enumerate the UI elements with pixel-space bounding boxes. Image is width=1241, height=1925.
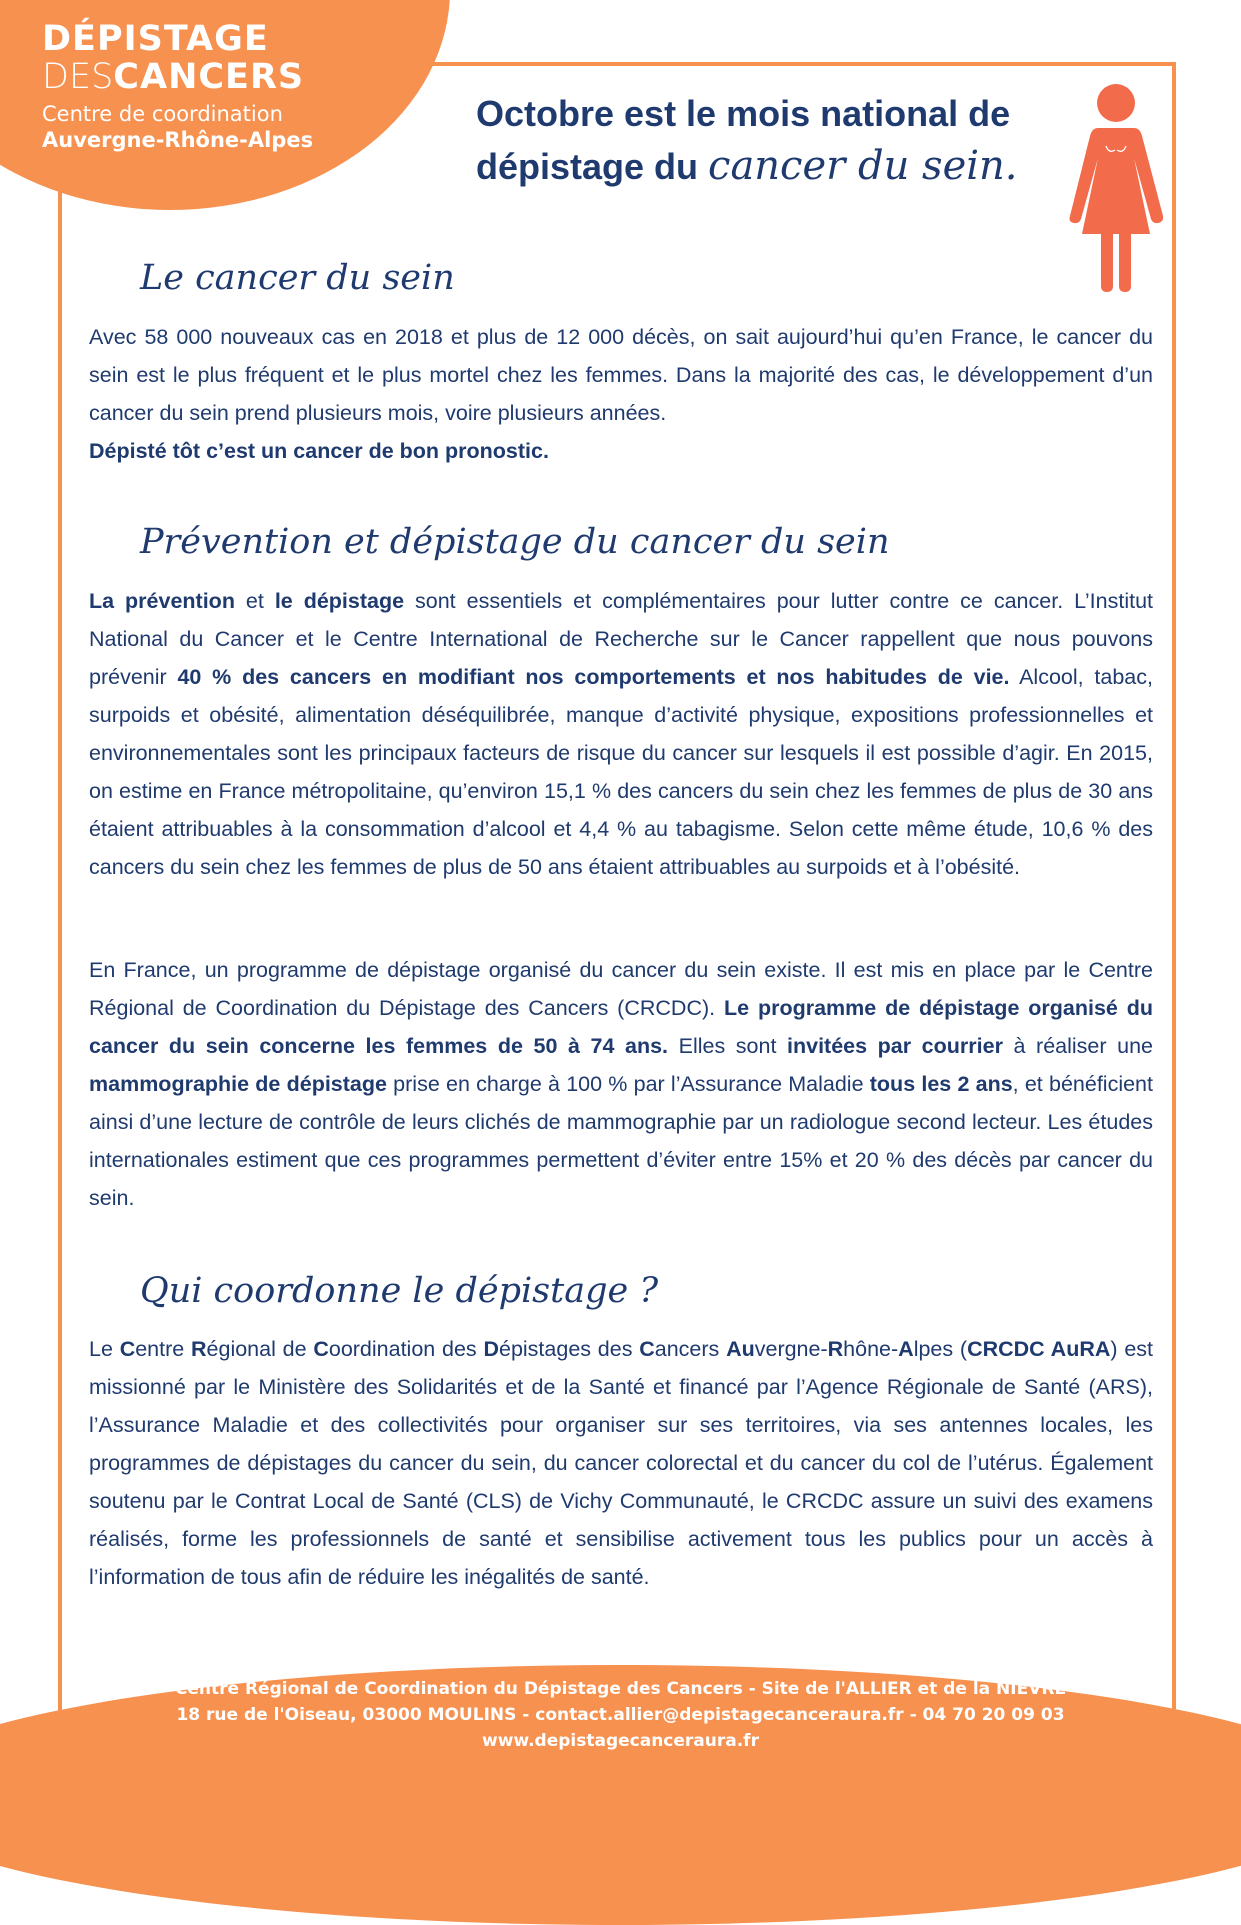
bold-letter: R — [191, 1337, 207, 1361]
logo-line-2-cancers: CANCERS — [113, 57, 305, 97]
text-span: ancers — [654, 1337, 727, 1361]
text-span: Alcool, tabac, surpoids et obésité, alimentation déséquilibrée, manque d’activité physique, expositions professionnelles et environnementales sont les principaux facteurs de risque du cancer sur lesquels il est possible d’agir. En 2015, on estime en France métropolitaine, qu’environ 15,1 % des cancers du sein chez les femmes de plus de 30 ans étaient attribuables à la consommation d’alcool et 4,4 % au tabagisme. Selon cette même étude, 10,6 % des cancers du sein chez les femmes de plus de 50 ans étaient attribuables au surpoids et à l’obésité. — [89, 665, 1153, 879]
bold-letter: D — [483, 1337, 499, 1361]
text-span: oordination des — [328, 1337, 484, 1361]
text-span: et — [234, 589, 275, 613]
text-span: En France, un programme de dépistage organisé du cancer du sein existe. Il est mis en place par le Centre Régional de Coordination du Dépistage des Cancers (CRCDC). — [89, 958, 1153, 1020]
bold-40-percent: 40 % des cancers en modifiant nos comportements et nos habitudes de vie. — [177, 665, 1010, 689]
bold-programme: Le programme de dépistage organisé du cancer du sein concerne les femmes de 50 à 74 ans. — [89, 996, 1153, 1058]
footer-contact: 18 rue de l'Oiseau, 03000 MOULINS - contact.allier@depistagecanceraura.fr - 04 70 20 09 03 — [176, 1705, 1065, 1725]
paragraph-cancer-du-sein — [89, 318, 1153, 470]
text-span: prise en charge à 100 % par l’Assurance Maladie — [386, 1072, 870, 1096]
bold-acronym: CRCDC AuRA — [967, 1337, 1111, 1361]
headline-line-1: Octobre est le mois national de — [476, 93, 1011, 134]
text-span: égional de — [206, 1337, 314, 1361]
bold-depistage: le dépistage — [274, 589, 405, 613]
text-span: entre — [135, 1337, 191, 1361]
headline-line-2-text: dépistage du — [476, 146, 699, 187]
footer — [0, 1676, 1241, 1754]
bold-letter: C — [639, 1337, 655, 1361]
bold-prevention: La prévention — [89, 589, 235, 613]
bold-mammographie: mammographie de dépistage — [89, 1072, 387, 1096]
paragraph-bold: Dépisté tôt c’est un cancer de bon pronostic. — [89, 439, 549, 463]
bold-letter: Au — [726, 1337, 755, 1361]
section-title-coordination: Qui coordonne le dépistage ? — [140, 1271, 659, 1311]
text-span: épistages des — [498, 1337, 640, 1361]
bold-letter: C — [313, 1337, 329, 1361]
paragraph-prevention — [89, 582, 1153, 886]
text-span: Elles sont — [668, 1034, 787, 1058]
text-span: lpes ( — [913, 1337, 968, 1361]
text-span: sont essentiels et complémentaires pour lutter contre ce cancer. L’Institut National du Cancer et le Centre International de Recherche sur le Cancer rappellent que nous pouvons prévenir — [89, 589, 1154, 689]
footer-organization: Centre Régional de Coordination du Dépistage des Cancers - Site de l'ALLIER et de la NIEVRE — [174, 1679, 1067, 1699]
paragraph-coordination — [89, 1330, 1153, 1596]
section-title-cancer-du-sein: Le cancer du sein — [140, 258, 455, 298]
footer-website: www.depistagecanceraura.fr — [482, 1731, 759, 1751]
bold-invitees: invitées par courrier — [787, 1034, 1003, 1058]
bold-letter: C — [119, 1337, 136, 1361]
logo-line-2 — [42, 58, 313, 96]
text-span: hône- — [843, 1337, 899, 1361]
text-span: à réaliser une — [1002, 1034, 1153, 1058]
logo-region: Auvergne-Rhône-Alpes — [42, 128, 314, 152]
woman-figure-icon — [1068, 84, 1164, 292]
headline-line-2 — [476, 140, 1076, 193]
text-span: ) est missionné par le Ministère des Solidarités et de la Santé et financé par l’Agence Régionale de Santé (ARS), l’Assurance Maladie et des collectivités pour organiser sur ses territoires, via ses antennes locales, les programmes de dépistages du cancer du sein, du cancer colorectal et du cancer du col de l’utérus. Également soutenu par le Contrat Local de Santé (CLS) de Vichy Communauté, le CRCDC assure un suivi des examens réalisés, forme les professionnels de santé et sensibilise activement tous les publics pour un accès à l’information de tous afin de réduire les inégalités de santé. — [89, 1337, 1154, 1589]
section-title-prevention: Prévention et dépistage du cancer du sein — [140, 522, 890, 562]
logo-line-2-des: DES — [42, 57, 114, 97]
logo-line-1: DÉPISTAGE — [42, 19, 269, 59]
text-span: vergne- — [754, 1337, 828, 1361]
logo-subtitle: Centre de coordination — [42, 102, 283, 126]
paragraph-programme — [89, 951, 1153, 1217]
bold-letter: R — [827, 1337, 844, 1361]
headline-script: cancer du sein. — [708, 143, 1018, 189]
text-span: Le — [89, 1337, 120, 1361]
organization-logo — [42, 20, 313, 152]
bold-letter: A — [898, 1337, 914, 1361]
text-span: , et bénéficient ainsi d’une lecture de contrôle de leurs clichés de mammographie par un radiologue second lecteur. Les études internationales estiment que ces programmes permettent d’éviter entre 15% et 20 % des décès par cancer du sein. — [89, 1072, 1153, 1210]
page-headline — [476, 88, 1076, 193]
paragraph-text: Avec 58 000 nouveaux cas en 2018 et plus de 12 000 décès, on sait aujourd’hui qu’en France, le cancer du sein est le plus fréquent et le plus mortel chez les femmes. Dans la majorité des cas, le développement d’un cancer du sein prend plusieurs mois, voire plusieurs années. — [89, 325, 1153, 425]
bold-tous-les-2-ans: tous les 2 ans — [869, 1072, 1013, 1096]
